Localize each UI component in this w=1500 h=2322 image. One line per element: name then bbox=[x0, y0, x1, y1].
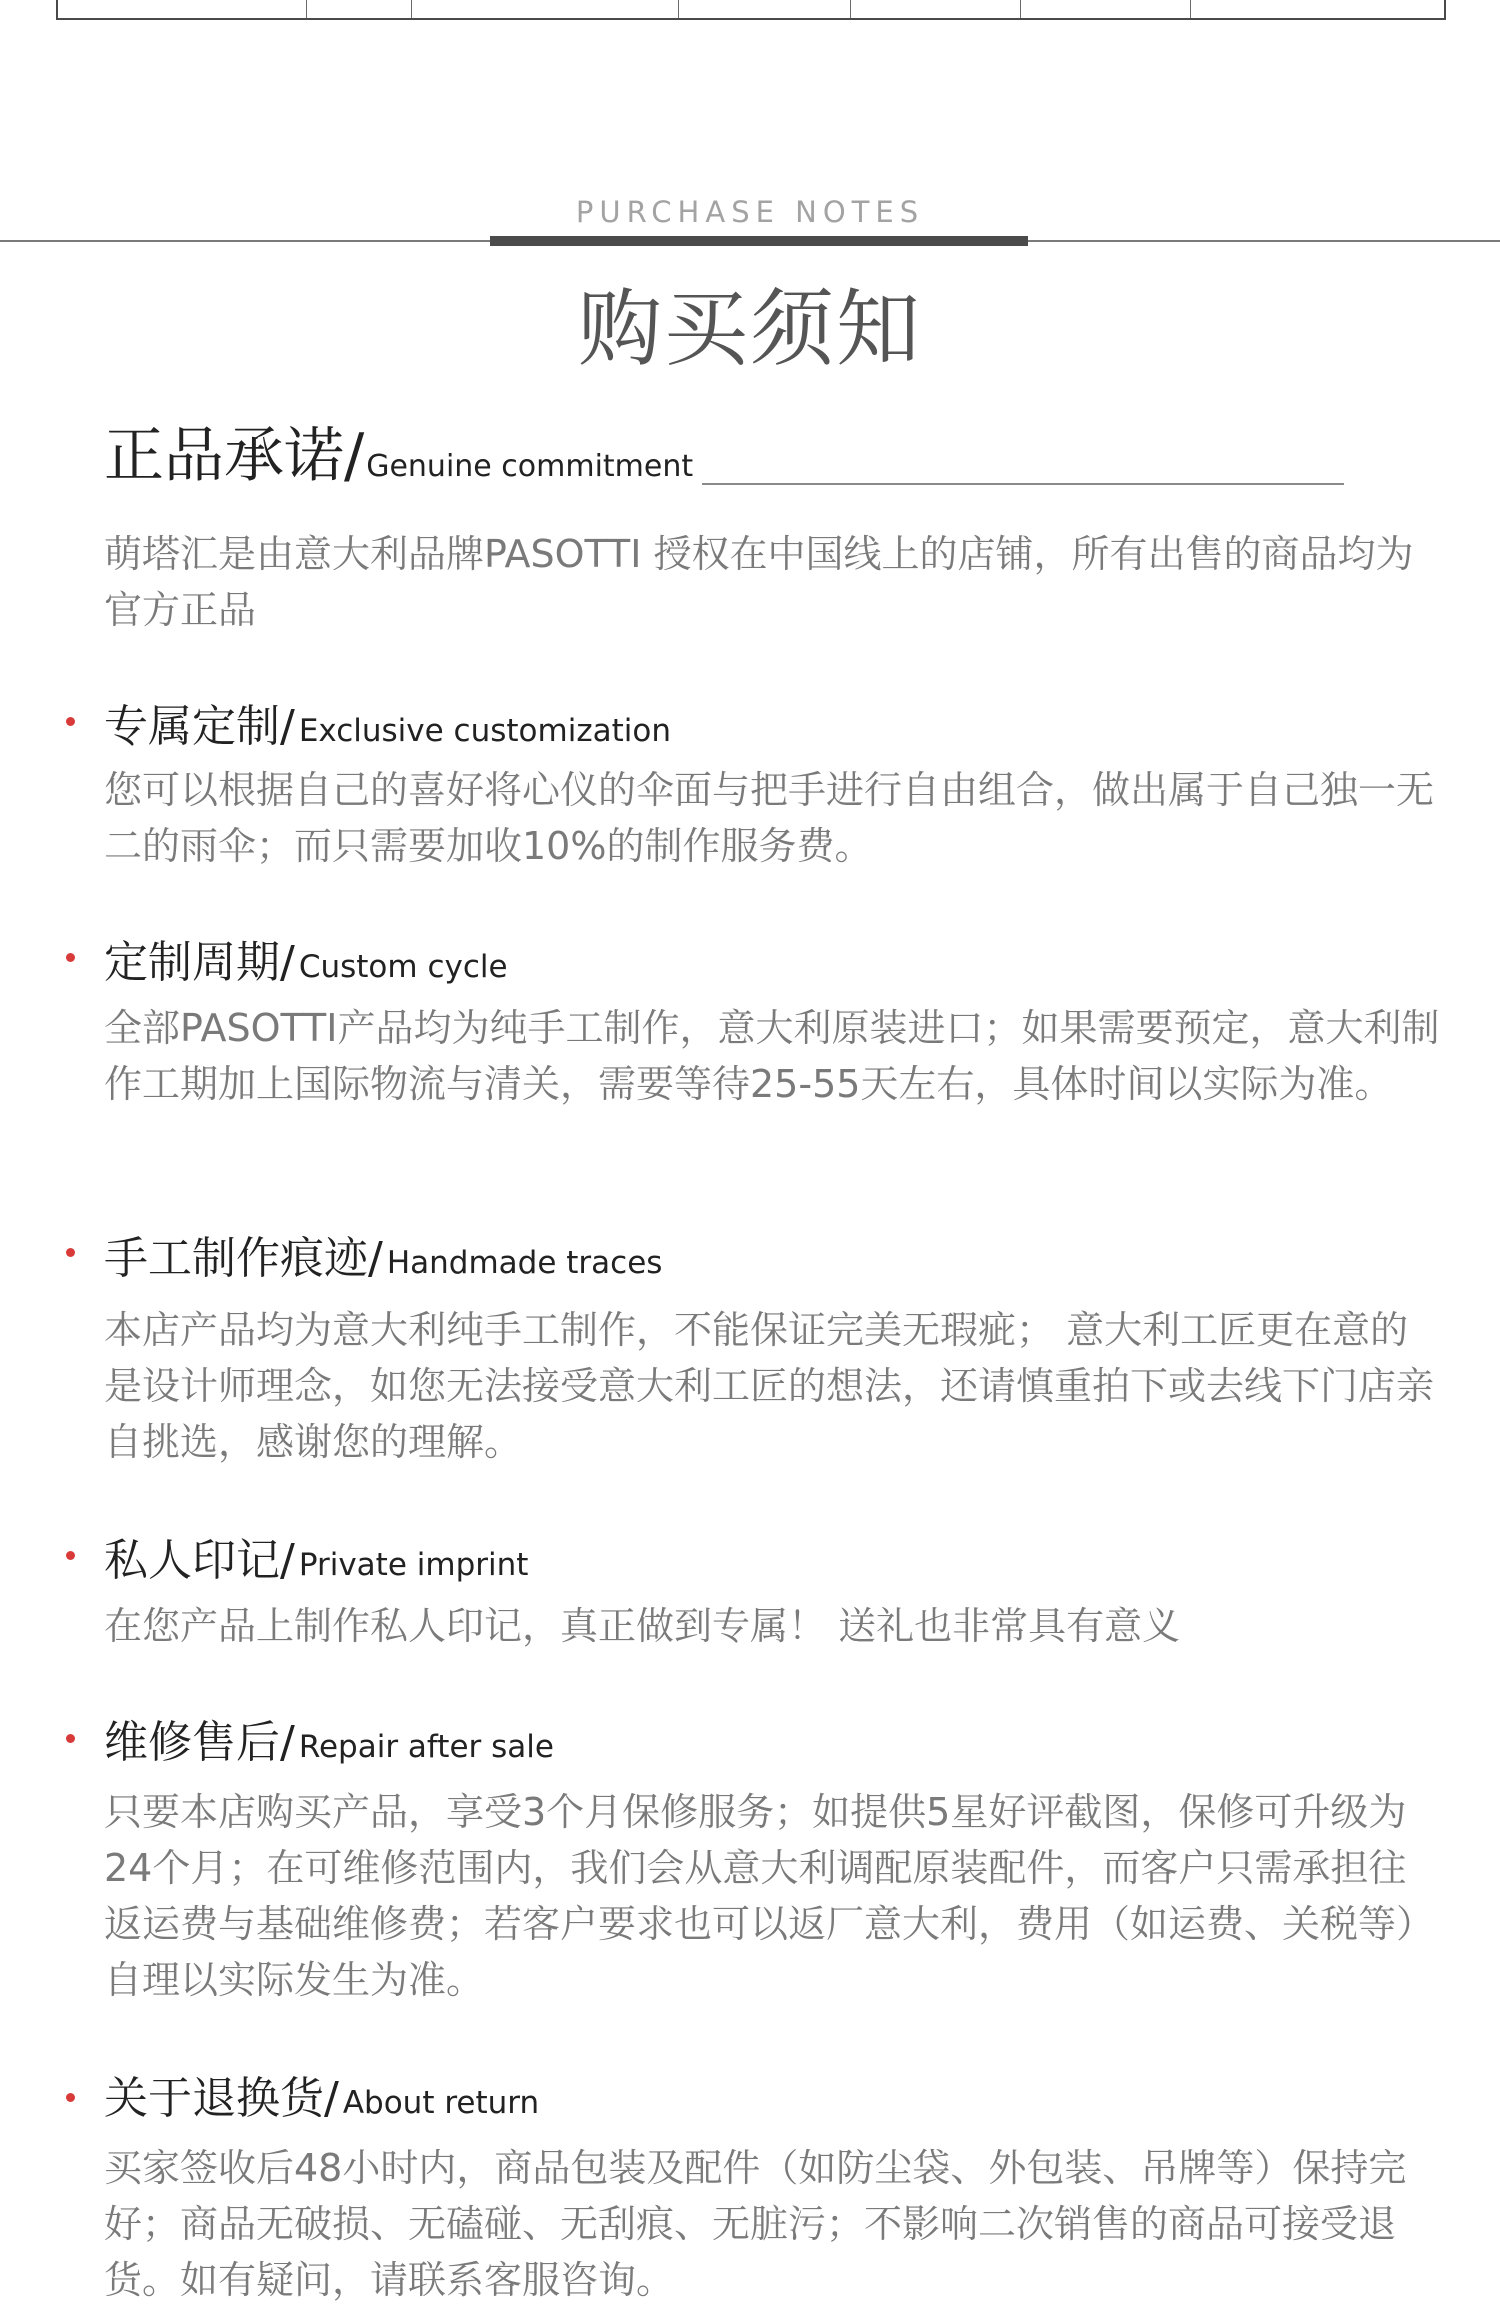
purchase-notes-cn-heading: 购买须知 bbox=[577, 280, 922, 378]
section-title-cn: 私人印记/ bbox=[104, 1535, 295, 1586]
genuine-title-cn: 正品承诺/ bbox=[104, 421, 365, 491]
section-title-en: Private imprint bbox=[298, 1547, 529, 1583]
section-bullet bbox=[66, 1248, 75, 1257]
section-text-private-imprint: 在您产品上制作私人印记，真正做到专属！ 送礼也非常具有意义 bbox=[104, 1604, 1181, 1648]
section-title-cn: 专属定制/ bbox=[104, 701, 295, 752]
section-title-handmade-traces bbox=[104, 1222, 662, 1286]
table-divider bbox=[411, 0, 412, 18]
size-table-fragment bbox=[56, 0, 1446, 20]
section-bullet bbox=[66, 1551, 75, 1560]
section-title-private-imprint bbox=[104, 1524, 528, 1588]
table-divider bbox=[850, 0, 851, 18]
section-title-en: Custom cycle bbox=[298, 949, 508, 985]
header-accent-bar bbox=[490, 236, 1028, 246]
section-title-about-return bbox=[104, 2062, 539, 2126]
section-title-custom-cycle bbox=[104, 926, 508, 990]
table-divider bbox=[678, 0, 679, 18]
section-text-about-return: 买家签收后48小时内，商品包装及配件（如防尘袋、外包装、吊牌等）保持完好；商品无破损、无磕碰、无刮痕、无脏污；不影响二次销售的商品可接受退货。如有疑问，请联系客服咨询。 bbox=[104, 2146, 1407, 2302]
section-bullet bbox=[66, 2093, 75, 2102]
purchase-notes-en-heading: PURCHASE NOTES bbox=[575, 195, 925, 229]
section-title-repair-after-sale bbox=[104, 1706, 554, 1770]
section-title-customization bbox=[104, 690, 671, 754]
table-divider bbox=[1190, 0, 1191, 18]
genuine-title-underline bbox=[702, 483, 1344, 485]
section-title-en: About return bbox=[342, 2085, 540, 2121]
section-title-en: Handmade traces bbox=[386, 1245, 663, 1281]
section-title-cn: 维修售后/ bbox=[104, 1717, 295, 1768]
section-bullet bbox=[66, 1734, 75, 1743]
genuine-commitment-title bbox=[104, 408, 693, 494]
section-title-cn: 关于退换货/ bbox=[104, 2073, 339, 2124]
section-title-cn: 定制周期/ bbox=[104, 937, 295, 988]
section-text-repair-after-sale: 只要本店购买产品，享受3个月保修服务；如提供5星好评截图，保修可升级为24个月；在可维修范围内，我们会从意大利调配原装配件，而客户只需承担往返运费与基础维修费；若客户要求也可以返厂意大利，费用（如运费、关税等）自理以实际发生为准。 bbox=[104, 1790, 1435, 2002]
section-title-en: Repair after sale bbox=[298, 1729, 554, 1765]
genuine-title-en: Genuine commitment bbox=[366, 449, 694, 484]
section-text-customization: 您可以根据自己的喜好将心仪的伞面与把手进行自由组合，做出属于自己独一无二的雨伞；而只需要加收10%的制作服务费。 bbox=[104, 768, 1435, 868]
section-bullet bbox=[66, 717, 75, 726]
section-title-cn: 手工制作痕迹/ bbox=[104, 1233, 383, 1284]
section-text-custom-cycle: 全部PASOTTI产品均为纯手工制作，意大利原装进口；如果需要预定，意大利制作工期加上国际物流与清关，需要等待25-55天左右，具体时间以实际为准。 bbox=[104, 1006, 1440, 1106]
table-divider bbox=[1020, 0, 1021, 18]
section-bullet bbox=[66, 953, 75, 962]
genuine-commitment-text: 萌塔汇是由意大利品牌PASOTTI 授权在中国线上的店铺，所有出售的商品均为官方正品 bbox=[104, 532, 1414, 632]
table-divider bbox=[306, 0, 307, 18]
section-title-en: Exclusive customization bbox=[298, 713, 671, 749]
section-text-handmade-traces: 本店产品均为意大利纯手工制作，不能保证完美无瑕疵； 意大利工匠更在意的是设计师理念，如您无法接受意大利工匠的想法，还请慎重拍下或去线下门店亲自挑选，感谢您的理解。 bbox=[104, 1308, 1435, 1464]
